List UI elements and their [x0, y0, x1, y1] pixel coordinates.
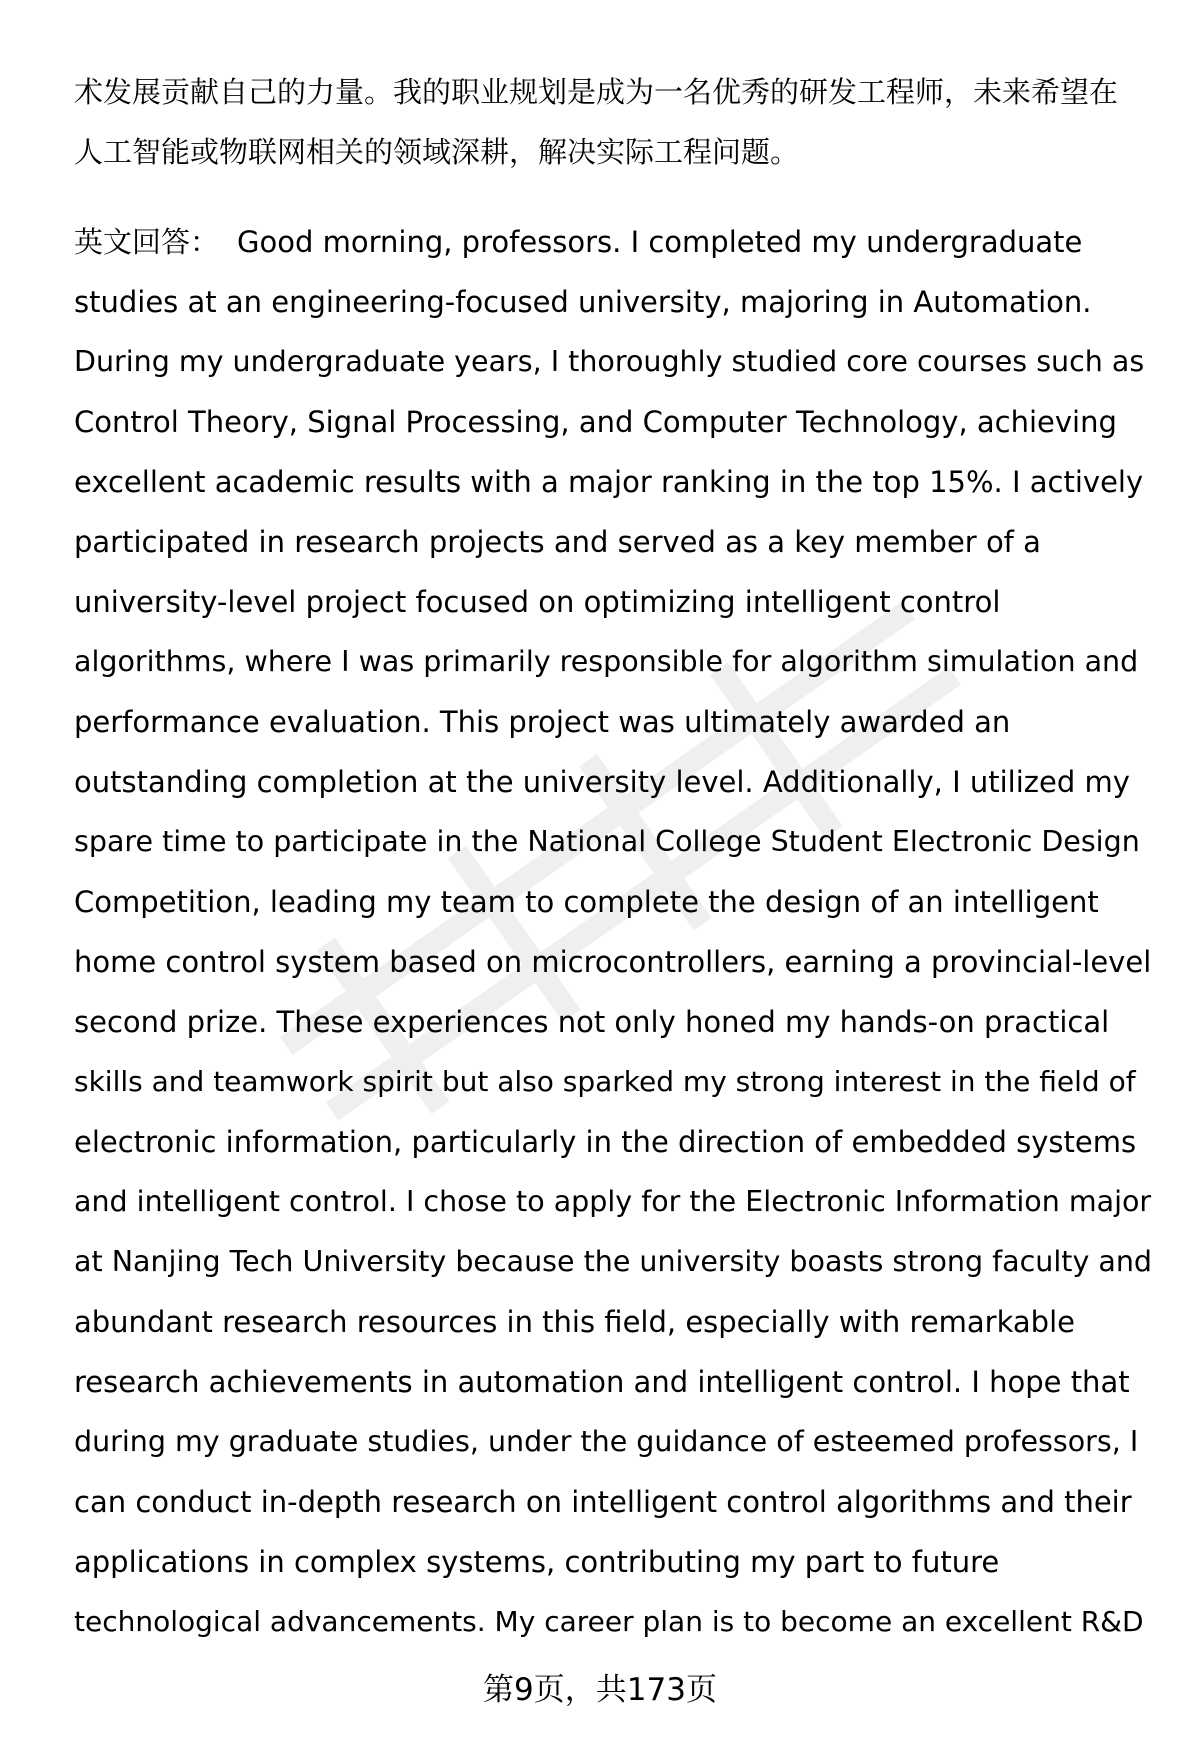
en-line: participated in research projects and served as a key member of a: [74, 525, 1041, 559]
en-line: performance evaluation. This project was ultimately awarded an: [74, 705, 1011, 739]
en-line: studies at an engineering-focused university, majoring in Automation.: [74, 285, 1092, 319]
answer-label: 英文回答：: [74, 225, 220, 259]
en-line: research achievements in automation and intelligent control. I hope that: [74, 1365, 1130, 1399]
en-line: at Nanjing Tech University because the university boasts strong faculty and: [74, 1245, 1152, 1278]
en-line: excellent academic results with a major ranking in the top 15%. I actively: [74, 465, 1144, 499]
en-line: During my undergraduate years, I thoroughly studied core courses such as: [74, 345, 1145, 378]
en-line: skills and teamwork spirit but also sparked my strong interest in the field of: [74, 1065, 1136, 1098]
en-line-first: [74, 212, 1154, 272]
en-line: spare time to participate in the National College Student Electronic Design: [74, 825, 1140, 858]
en-line: abundant research resources in this field, especially with remarkable: [74, 1305, 1075, 1339]
cn-line: 术发展贡献自己的力量。我的职业规划是成为一名优秀的研发工程师，未来希望在: [74, 75, 1119, 109]
en-line-text: Good morning, professors. I completed my undergraduate: [237, 225, 1083, 259]
en-line: and intelligent control. I chose to apply for the Electronic Information major: [74, 1185, 1152, 1218]
en-line: outstanding completion at the university level. Additionally, I utilized my: [74, 765, 1130, 799]
english-answer: [74, 212, 1154, 1652]
en-line: university-level project focused on optimizing intelligent control: [74, 585, 1001, 619]
en-line: Competition, leading my team to complete the design of an intelligent: [74, 885, 1099, 919]
en-line: home control system based on microcontrollers, earning a provincial-level: [74, 945, 1152, 979]
page-number: 第9页，共173页: [483, 1672, 717, 1708]
cn-line: 人工智能或物联网相关的领域深耕，解决实际工程问题。: [74, 135, 800, 169]
en-line: electronic information, particularly in the direction of embedded systems: [74, 1125, 1137, 1159]
en-line: technological advancements. My career plan is to become an excellent R&D: [74, 1605, 1144, 1638]
en-line: second prize. These experiences not only honed my hands-on practical: [74, 1005, 1110, 1039]
en-line: algorithms, where I was primarily responsible for algorithm simulation and: [74, 645, 1139, 678]
en-line: applications in complex systems, contributing my part to future: [74, 1545, 1000, 1579]
en-line: can conduct in-depth research on intelligent control algorithms and their: [74, 1485, 1132, 1519]
chinese-paragraph: [74, 62, 1154, 182]
en-line: during my graduate studies, under the guidance of esteemed professors, I: [74, 1425, 1139, 1458]
en-line: Control Theory, Signal Processing, and Computer Technology, achieving: [74, 405, 1117, 439]
